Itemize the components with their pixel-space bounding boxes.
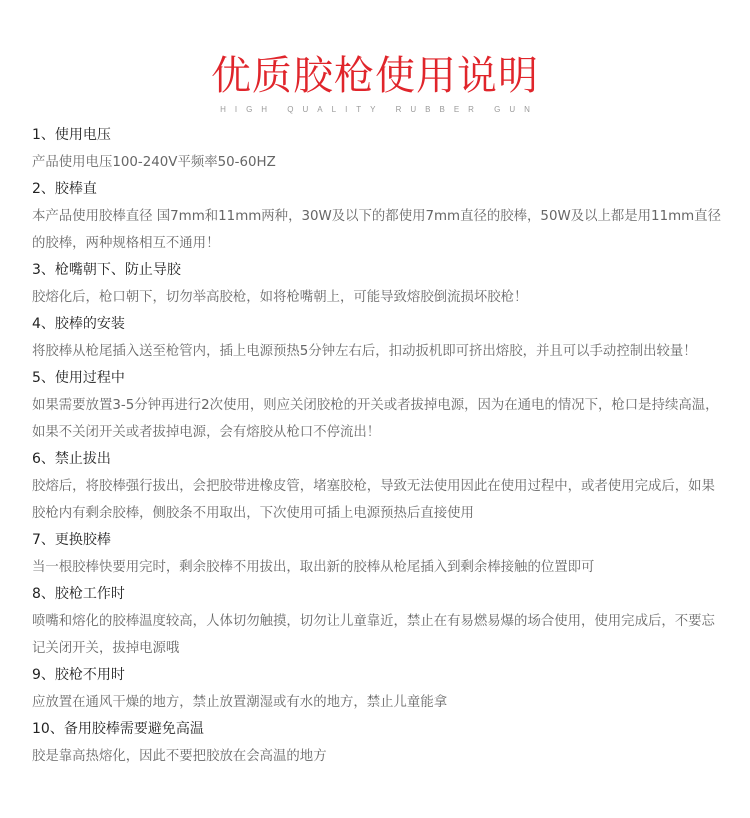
section-no-pulling — [32, 446, 722, 527]
instruction-list — [32, 122, 722, 770]
section-body: 喷嘴和熔化的胶棒温度较高，人体切勿触摸，切勿让儿童靠近，禁止在有易燃易爆的场合使用，使用完成后，不要忘记关闭开关，拔掉电源哦 — [32, 614, 715, 656]
section-heading: 4、胶棒的安装 — [32, 316, 125, 332]
section-heading: 10、备用胶棒需要避免高温 — [32, 721, 204, 737]
section-body: 将胶棒从枪尾插入送至枪管内，插上电源预热5分钟左右后，扣动扳机即可挤出熔胶，并且可以手动控制出较量！ — [32, 344, 697, 359]
section-during-use — [32, 365, 722, 446]
section-body: 胶熔化后，枪口朝下，切勿举高胶枪，如将枪嘴朝上，可能导致熔胶倒流损坏胶枪！ — [32, 290, 528, 305]
section-heading: 6、禁止拔出 — [32, 451, 111, 467]
section-nozzle-down — [32, 257, 722, 311]
section-body: 产品使用电压100-240V平频率50-60HZ — [32, 155, 276, 170]
section-body: 本产品使用胶棒直径 国7mm和11mm两种，30W及以下的都使用7mm直径的胶棒，50W及以上都是用11mm直径的胶棒，两种规格相互不通用！ — [32, 209, 721, 251]
section-heading: 8、胶枪工作时 — [32, 586, 125, 602]
section-heading: 2、胶棒直 — [32, 181, 97, 197]
section-heading: 9、胶枪不用时 — [32, 667, 125, 683]
section-body: 胶是靠高热熔化，因此不要把胶放在会高温的地方 — [32, 749, 327, 764]
section-spare-sticks — [32, 716, 722, 770]
section-installation — [32, 311, 722, 365]
page-subtitle: HIGH QUALITY RUBBER GUN — [220, 105, 539, 114]
page-title: 优质胶枪使用说明 — [211, 53, 539, 99]
section-while-working — [32, 581, 722, 662]
section-heading: 1、使用电压 — [32, 127, 111, 143]
section-body: 当一根胶棒快要用完时，剩余胶棒不用拔出，取出新的胶棒从枪尾插入到剩余棒接触的位置即可 — [32, 560, 595, 575]
section-heading: 7、更换胶棒 — [32, 532, 111, 548]
section-replace-stick — [32, 527, 722, 581]
section-voltage — [32, 122, 722, 176]
section-when-idle — [32, 662, 722, 716]
section-body: 胶熔后，将胶棒强行拔出，会把胶带进橡皮管，堵塞胶枪，导致无法使用因此在使用过程中，或者使用完成后，如果胶枪内有剩余胶棒，侧胶条不用取出，下次使用可插上电源预热后直接使用 — [32, 479, 715, 521]
section-heading: 5、使用过程中 — [32, 370, 125, 386]
section-body: 如果需要放置3-5分钟再进行2次使用，则应关闭胶枪的开关或者拔掉电源，因为在通电的情况下，枪口是持续高温，如果不关闭开关或者拔掉电源，会有熔胶从枪口不停流出！ — [32, 398, 719, 440]
section-heading: 3、枪嘴朝下、防止导胶 — [32, 262, 181, 278]
section-glue-stick-diameter — [32, 176, 722, 257]
section-body: 应放置在通风干燥的地方，禁止放置潮湿或有水的地方，禁止儿童能拿 — [32, 695, 448, 710]
page-header — [0, 50, 750, 116]
